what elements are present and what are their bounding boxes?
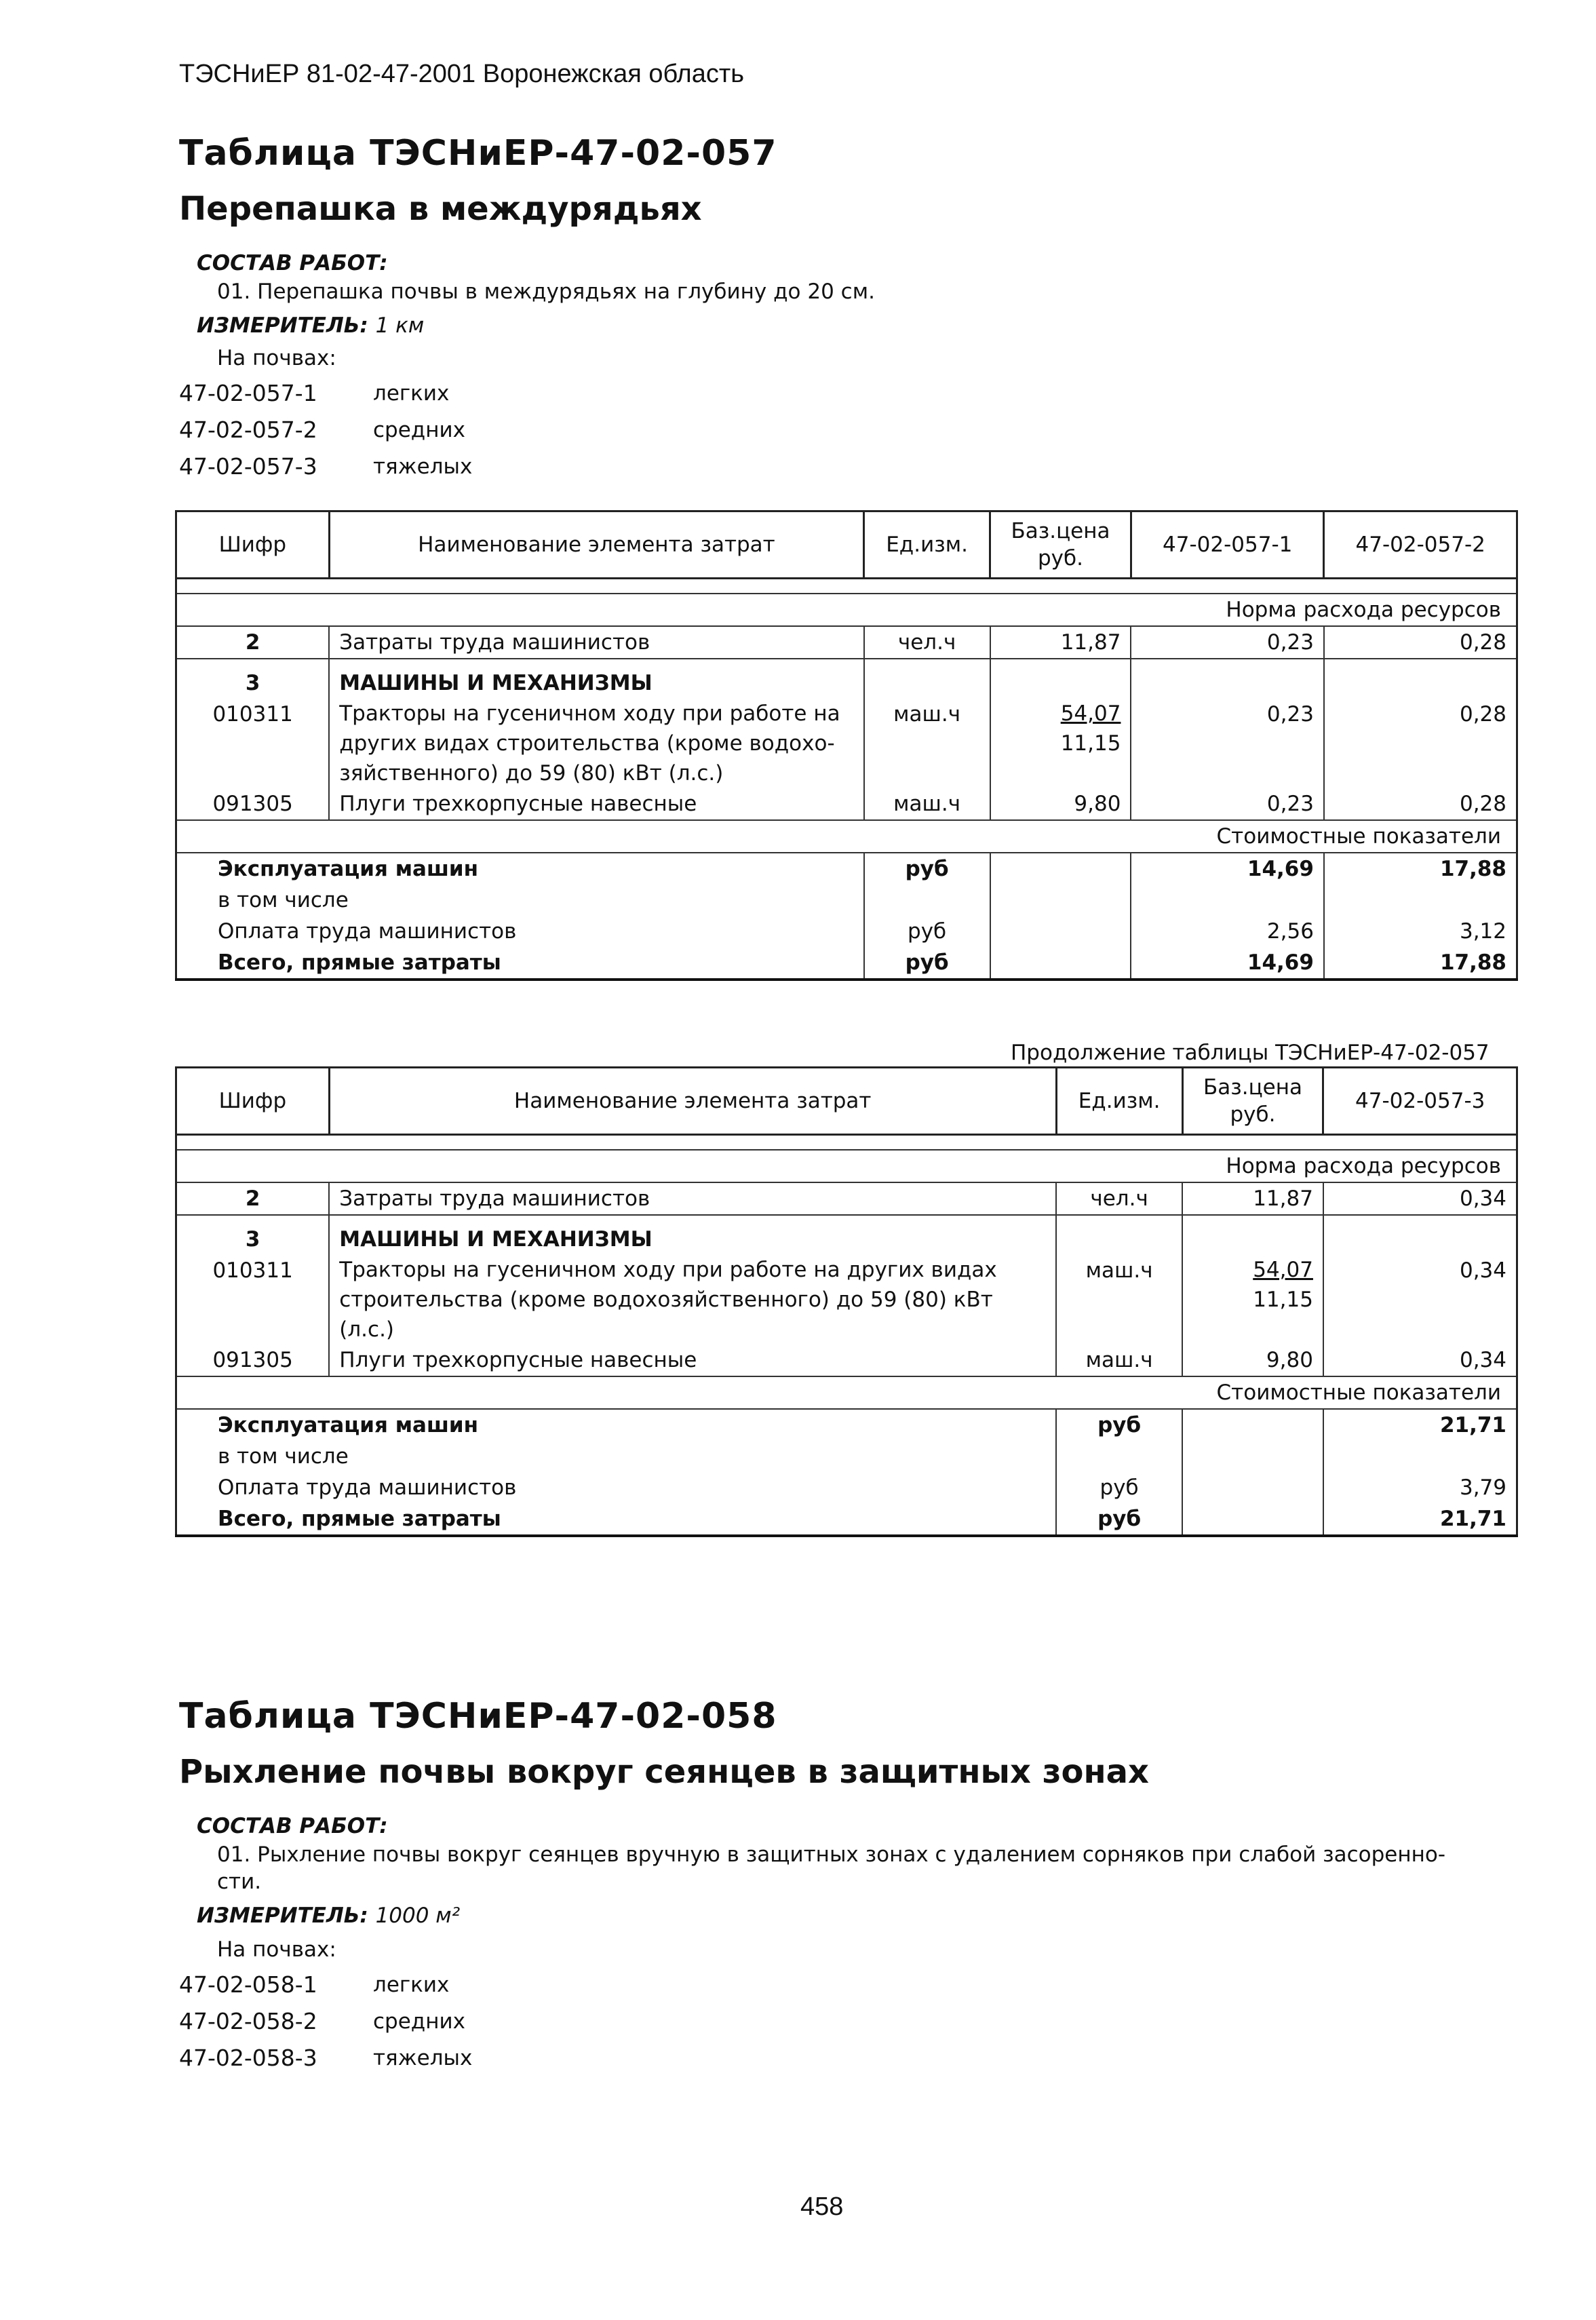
row-value-1: 14,69 <box>1131 853 1324 885</box>
row-name: Затраты труда машинистов <box>329 1182 1056 1215</box>
table-row <box>176 1409 1517 1441</box>
variant-code: 47-02-057-1 <box>179 380 317 406</box>
table-row <box>176 853 1517 885</box>
row-name: в том числе <box>176 885 864 916</box>
variant-code: 47-02-057-3 <box>179 453 317 480</box>
table-row <box>176 626 1517 659</box>
row-value-2: 3,12 <box>1324 916 1517 947</box>
row-value-1: 21,71 <box>1323 1409 1517 1441</box>
row-unit: маш.ч <box>864 788 990 820</box>
table-row <box>176 659 1517 699</box>
row-unit: руб <box>1056 1409 1182 1441</box>
row-unit: руб <box>1056 1503 1182 1536</box>
row-value-1: 3,79 <box>1323 1472 1517 1503</box>
col-header-name: Наименование элемента затрат <box>329 511 863 579</box>
row-code: 091305 <box>176 788 330 820</box>
table-row <box>176 1255 1517 1345</box>
row-code: 010311 <box>176 699 330 788</box>
soils-label: На почвах: <box>217 346 336 370</box>
row-price-2: 11,15 <box>1060 731 1121 756</box>
row-name: Эксплуатация машин <box>176 1409 1057 1441</box>
sostav-text: 01. Перепашка почвы в междурядьях на глубину до 20 см. <box>217 279 875 304</box>
resource-table-057-3 <box>175 1066 1518 1537</box>
table-row <box>176 1345 1517 1376</box>
col-header-v2: 47-02-057-2 <box>1324 511 1517 579</box>
row-name <box>329 699 863 788</box>
col-header-price: Баз.цена руб. <box>990 511 1131 579</box>
row-value-1: 2,56 <box>1131 916 1324 947</box>
section-row-norms <box>176 579 1517 594</box>
table-057-title: Таблица ТЭСНиЕР-47-02-057 <box>179 133 777 174</box>
row-name-line: Тракторы на гусеничном ходу при работе на других видах <box>339 1258 997 1282</box>
row-unit: маш.ч <box>864 699 990 788</box>
row-code: 2 <box>176 1182 330 1215</box>
row-name-line: зяйственного) до 59 (80) кВт (л.с.) <box>339 761 724 786</box>
variant-code: 47-02-057-2 <box>179 417 317 443</box>
norm-label: Норма расхода ресурсов <box>176 594 1517 626</box>
row-unit: маш.ч <box>1056 1255 1182 1345</box>
row-value-1: 0,34 <box>1323 1255 1517 1345</box>
row-name: МАШИНЫ И МЕХАНИЗМЫ <box>329 659 863 699</box>
izmeritel-label <box>197 1903 460 1928</box>
table-058-subtitle: Рыхление почвы вокруг сеянцев в защитных зонах <box>179 1753 1149 1791</box>
soils-label: На почвах: <box>217 1937 336 1962</box>
cost-label-row <box>176 1376 1517 1409</box>
row-value-1: 0,23 <box>1131 626 1324 659</box>
table-row <box>176 1215 1517 1255</box>
col-header-unit: Ед.изм. <box>864 511 990 579</box>
row-name: Плуги трехкорпусные навесные <box>329 788 863 820</box>
row-value-1: 0,34 <box>1323 1345 1517 1376</box>
row-name: Плуги трехкорпусные навесные <box>329 1345 1056 1376</box>
cost-label: Стоимостные показатели <box>176 820 1517 853</box>
resource-table-057-1-2 <box>175 510 1518 981</box>
row-code: 091305 <box>176 1345 330 1376</box>
row-price <box>990 699 1131 788</box>
row-value-2: 0,28 <box>1324 699 1517 788</box>
row-unit: чел.ч <box>864 626 990 659</box>
row-name <box>329 1255 1056 1345</box>
row-name: Оплата труда машинистов <box>176 1472 1057 1503</box>
page-number: 458 <box>800 2192 844 2221</box>
row-code: 3 <box>176 1215 330 1255</box>
row-name-line: Тракторы на гусеничном ходу при работе на <box>339 701 840 726</box>
row-unit: маш.ч <box>1056 1345 1182 1376</box>
table-header-row <box>176 511 1517 579</box>
row-price <box>1182 1255 1323 1345</box>
variant-name: легких <box>373 1973 450 1997</box>
row-value-2: 0,28 <box>1324 788 1517 820</box>
table-row <box>176 1472 1517 1503</box>
norm-label-row <box>176 594 1517 626</box>
row-value-1: 21,71 <box>1323 1503 1517 1536</box>
row-price-1: 54,07 <box>1060 701 1121 726</box>
row-price-1: 54,07 <box>1253 1258 1313 1282</box>
variant-code: 47-02-058-3 <box>179 2045 317 2071</box>
row-unit: чел.ч <box>1056 1182 1182 1215</box>
col-header-v1: 47-02-057-1 <box>1131 511 1324 579</box>
sostav-text: 01. Рыхление почвы вокруг сеянцев вручную в защитных зонах с удалением сорняков при слабой засоренно- <box>217 1842 1446 1867</box>
table-row <box>176 885 1517 916</box>
row-unit: руб <box>864 853 990 885</box>
row-name-line: строительства (кроме водохозяйственного) до 59 (80) кВт <box>339 1288 993 1312</box>
table-row <box>176 947 1517 980</box>
col-header-code: Шифр <box>176 1068 330 1135</box>
row-value-2: 0,28 <box>1324 626 1517 659</box>
row-name: Всего, прямые затраты <box>176 947 864 980</box>
izmeritel-label-text: ИЗМЕРИТЕЛЬ: <box>197 1903 368 1928</box>
variant-name: тяжелых <box>373 2046 473 2070</box>
col-header-v1: 47-02-057-3 <box>1323 1068 1517 1135</box>
row-name: в том числе <box>176 1441 1057 1472</box>
row-unit: руб <box>864 947 990 980</box>
variant-name: средних <box>373 418 465 442</box>
col-header-price: Баз.цена руб. <box>1182 1068 1323 1135</box>
norm-label-row <box>176 1150 1517 1182</box>
table-row <box>176 1182 1517 1215</box>
col-header-unit: Ед.изм. <box>1056 1068 1182 1135</box>
variant-code: 47-02-058-2 <box>179 2008 317 2034</box>
row-name-line: других видах строительства (кроме водохо- <box>339 731 835 756</box>
row-price: 11,87 <box>990 626 1131 659</box>
continuation-caption: Продолжение таблицы ТЭСНиЕР-47-02-057 <box>1011 1041 1490 1065</box>
table-row <box>176 699 1517 788</box>
row-value-1: 0,34 <box>1323 1182 1517 1215</box>
row-value-1: 0,23 <box>1131 788 1324 820</box>
table-057-subtitle: Перепашка в междурядьях <box>179 190 702 228</box>
row-price-2: 11,15 <box>1253 1288 1313 1312</box>
table-header-row <box>176 1068 1517 1135</box>
table-row <box>176 1503 1517 1536</box>
row-value-2: 17,88 <box>1324 947 1517 980</box>
col-header-code: Шифр <box>176 511 330 579</box>
row-price: 9,80 <box>990 788 1131 820</box>
row-name: МАШИНЫ И МЕХАНИЗМЫ <box>329 1215 1056 1255</box>
izmeritel-label <box>197 313 424 338</box>
row-name: Всего, прямые затраты <box>176 1503 1057 1536</box>
table-058-title: Таблица ТЭСНиЕР-47-02-058 <box>179 1696 777 1737</box>
row-name-line: (л.с.) <box>339 1317 395 1342</box>
table-row <box>176 916 1517 947</box>
cost-label: Стоимостные показатели <box>176 1376 1517 1409</box>
row-name: Эксплуатация машин <box>176 853 864 885</box>
row-code: 2 <box>176 626 330 659</box>
sostav-label: СОСТАВ РАБОТ: <box>197 251 388 275</box>
izmeritel-label-text: ИЗМЕРИТЕЛЬ: <box>197 313 368 338</box>
cost-label-row <box>176 820 1517 853</box>
section-row-norms <box>176 1135 1517 1151</box>
row-code: 010311 <box>176 1255 330 1345</box>
row-value-2: 17,88 <box>1324 853 1517 885</box>
row-unit: руб <box>1056 1472 1182 1503</box>
row-name: Оплата труда машинистов <box>176 916 864 947</box>
variant-code: 47-02-058-1 <box>179 1971 317 1998</box>
sostav-label: СОСТАВ РАБОТ: <box>197 1814 388 1838</box>
table-row <box>176 788 1517 820</box>
running-header: ТЭСНиЕР 81-02-47-2001 Воронежская область <box>179 60 745 88</box>
row-value-1: 0,23 <box>1131 699 1324 788</box>
sostav-text-cont: сти. <box>217 1870 262 1894</box>
row-code: 3 <box>176 659 330 699</box>
izmeritel-value: 1 км <box>375 313 425 338</box>
variant-name: тяжелых <box>373 455 473 479</box>
col-header-name: Наименование элемента затрат <box>329 1068 1056 1135</box>
table-row <box>176 1441 1517 1472</box>
row-unit: руб <box>864 916 990 947</box>
norm-label: Норма расхода ресурсов <box>176 1150 1517 1182</box>
row-price: 9,80 <box>1182 1345 1323 1376</box>
row-value-1: 14,69 <box>1131 947 1324 980</box>
row-name: Затраты труда машинистов <box>329 626 863 659</box>
variant-name: легких <box>373 381 450 406</box>
variant-name: средних <box>373 2009 465 2034</box>
row-price: 11,87 <box>1182 1182 1323 1215</box>
izmeritel-value: 1000 м² <box>375 1903 461 1928</box>
